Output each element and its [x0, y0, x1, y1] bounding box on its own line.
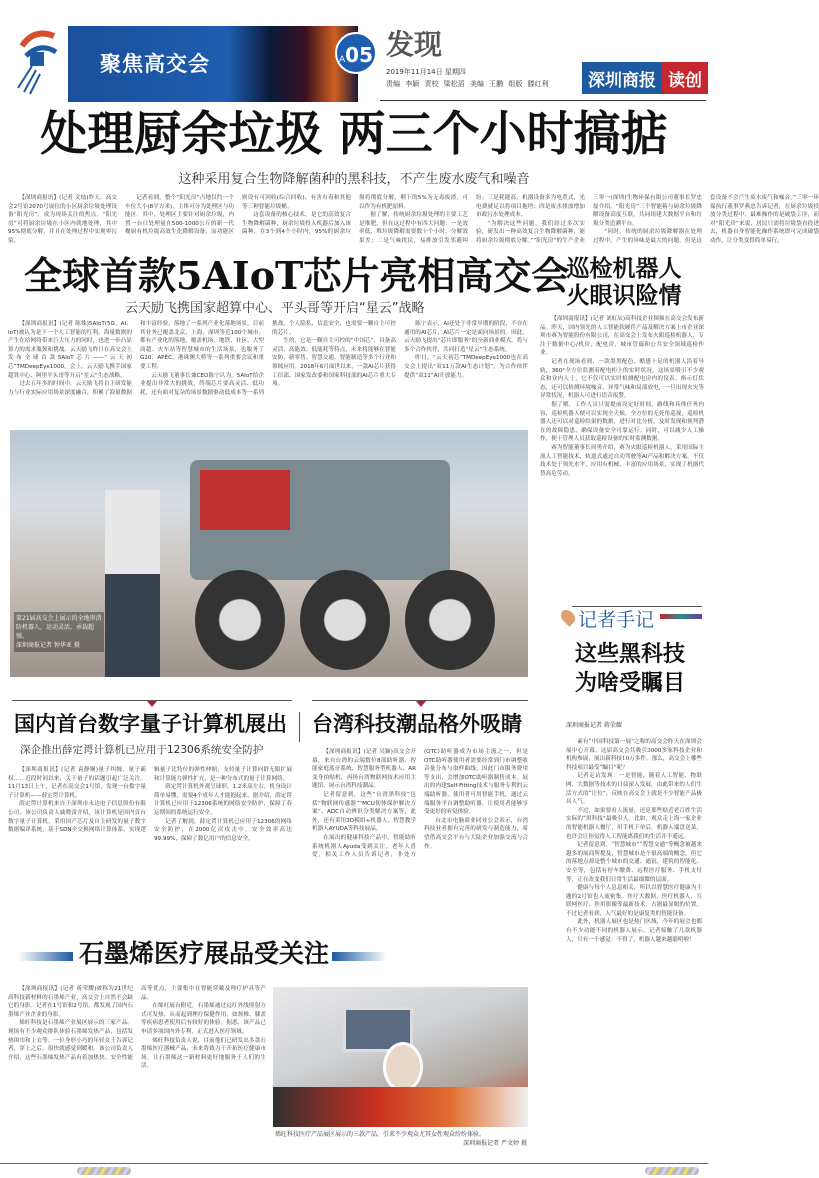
- page-number-badge: [335, 32, 377, 74]
- caption-text: 第21届高交会上展示的全地形消防机器人，运动灵活，承载超强。: [16, 615, 102, 640]
- page-number: 05: [345, 43, 373, 67]
- paragraph: 【深圳商报讯】(记者 袁静娴)量子纠缠、量子霸权……近段时间以来，关于量子的话题引起广泛关注。11月13日上午，记者在高交会1号馆，发现一台数字量子计算机——薛定谔计算机。: [8, 767, 146, 799]
- newspaper-brand: [582, 62, 708, 94]
- photo-caption: [14, 612, 104, 652]
- paragraph: 台北市电脑商业同业公会表示，台湾科技业者拥有完善的研发与制造能力，希望借高交会平台与大陆企业加强交流与合作。: [424, 817, 528, 850]
- section-title: 发现: [386, 28, 443, 61]
- banner-title: 聚焦高交会: [100, 52, 210, 76]
- headline-bar-left: [18, 952, 73, 961]
- paragraph: 这套设备的核心技术，是它的高效复合生物降解菌种，厨余垃圾投入机器后加入该菌种，在3个到4个小时内，95%的厨余垃圾将彻底分解，剩下的5%为无毒废渣，可以作为有机肥原料。: [242, 195, 468, 236]
- article3-body: [8, 766, 292, 922]
- paragraph: 赛为智能董事长周勇介绍，赛为火眼巡检机器人，采用国际主流人工智能技术，轨道式通过自动驾驶等AI产品和解决方案，不仅技术处于领先水平，应用有机械、丰富的应用场景，实现了机器代替高危劳动。: [540, 444, 704, 477]
- article1-body: [8, 194, 819, 246]
- paragraph: 记者留意到，这些“台湾黑科技”包括“物联网传感器”“MCU韧体保护解决方案”、ADC自动辨识分类解决方案等，此外，还有采用3D模组+机器人、智慧教学机器人AYUDA等科技展品。: [312, 791, 416, 833]
- footer-decoration: [77, 1167, 131, 1175]
- paragraph: 【深圳商报讯】(记者 吴颖)高交会开幕，来自台湾的云端数位8部助听器、智能家庭蓝牙系统、智慧服务型机器人、AR变身拍贴机，再扬台湾物联网技术应用主题馆，展示台湾科技潮品。: [312, 749, 416, 790]
- paragraph: 健康与每个人息息相关，所以以智慧医疗健康为主题的2号馆也人流密集。医疗大数据、医疗机器人、互联网医疗、医用影像等最新技术，占据最显眼的位置。不过记者看到，人气最好的是康复类的智能设备。: [566, 885, 702, 917]
- byline: 深圳商报记者 蒋荣耀: [566, 722, 622, 729]
- pin-icon: [558, 607, 578, 627]
- article1-headline: 处理厨余垃圾 两三个小时搞掂: [40, 107, 668, 162]
- wheel: [195, 570, 285, 670]
- paragraph: 记者留意到，“智慧城市”“智慧交通”等概念被越来越多的展商所提及，智慧城市是个很高端的概念，但它的落地点却是整个城市的交通、通讯、建筑的智能化、安全等，包括有停车缴费、远程医疗服务、手机支付等，正在改变我们日常生活最细微的层面。: [566, 842, 702, 883]
- photo-credit: 深圳商报记者 严文婷 摄: [463, 1140, 527, 1147]
- paragraph: 陈宁表示，AI还处于非常早期的阶段，不存在通用的AI芯片，AI芯片一定是面向场景的。因此，云天励飞提出“芯片即服务”的全新商业模式，将与多个合作伙伴，共同打造“星云”生态系统。: [404, 321, 528, 353]
- paragraph: 【深圳商报讯】(记者 刘虹辰)高科技企业频频在高交会发布新品。昨天，国内领先的人工智能软硬件产品及解决方案上市企业深圳市赛为智能股份有限公司，在高交会上发布火眼巡检机器人，专注于数据中心/机房、配电房、城市管廊和公共安全领域巡检作业。: [540, 316, 704, 357]
- paragraph: 记者在现场看到，一款墨黑配色、酷感十足的机器人沿着导轨，360°全方位监测着配电柜上的实时状况。这场景吸引不少观众和业内人士，它不仅可以实时检测配电房内的仪表、指示灯状态，还可以检测环境噪音、异常气味和局部放电，一旦出现火灾等异常状况，机器人可进行语音报警。: [540, 358, 704, 400]
- paragraph: 【深圳商报讯】(记者 蒋荣耀)被称为21世纪高科技新材料的石墨烯产业，高交会上自然不会缺它的身影。记者在1号馆和2号馆，都发现了国内石墨烯产业企业的身影。: [8, 986, 133, 1018]
- editor-credits: 责编 李颖 责校 梁松滔 美编 王鹏 组版 滕红利: [386, 80, 549, 88]
- paragraph: 【深圳商报讯】(记者 陈姝)5AIoT(5G、AI、IoT)被认为是下一个人工智能的红利，海量数据的产生在给网络带来巨大压力的同时，也进一步凸显算力的需求瓶颈和挑战。云天励飞昨日在高交会上发布全球首款5AIoT芯片——“云天初芯”TMDeepEye1000，会上，云天励飞携手国家超算中心、阿里平头哥等开启“星云”生态战略。: [8, 321, 132, 379]
- mannequin-face: [383, 1042, 423, 1092]
- paragraph: 过去五年多的时间中，云天励飞将自主研发能力与行业实际应用场景深度融合，积累了海量数据和丰富经验，落地了一系列产业化落地场景，目前其业务已覆盖北京、上海、深圳等近100个城市，都有产业化的落地，覆盖机场、地铁、社区、大型商超、火车站等智慧城市的生活场景，也服务了G20、APEC、港珠澳大桥等一系列重要会议和重要工程。: [8, 321, 264, 396]
- sidebar2-headline: [560, 640, 700, 698]
- brand-main: 深圳商报: [582, 62, 662, 94]
- photo-credit: 深圳商报记者 钟华亚 摄: [16, 642, 80, 649]
- headline-line: 这些黑科技: [574, 641, 685, 667]
- paragraph: 【深圳商报讯】(记者 文灿)昨天，高交会2号馆2070号展位的小区厨余垃圾处理设备“阳光房”，成为现场关注的焦点。“阳光房”可将厨余垃圾在小区内就地处理，其中95%彻底分解，并且在处理过程中实现零污染。: [8, 195, 117, 244]
- brand-tag: 读创: [662, 62, 708, 94]
- paragraph: 在烯旺展台附近，石墨烯通过远红外线照射方式可发热，从而起到理疗保健作用，如颈椎、膝盖等疾病患者使用后有较好的体验。据悉，该产品已申请多项国内外专利，正式进入医疗领域。: [141, 1003, 266, 1035]
- robot-panel: [200, 470, 290, 530]
- issue-date: 2019年11月14日 星期四: [386, 68, 466, 76]
- graphene-photo: [273, 987, 528, 1127]
- wheel: [405, 570, 495, 670]
- column-divider: [299, 712, 300, 742]
- paragraph: 记者走访发现：一是智能。随着人工智能、物联网、大数据等技术的日益深入发展，由此带来的人们生活方式的“让位”，反映在高交会上就是不少智能产品极具人气。: [566, 773, 702, 806]
- paragraph: 薛定谔计算机来自于深圳市永达电子信息股份有限公司。该公司负责人戚晓雷介绍，该计算机是国内首台数字量子计算机，采用国产芯片及自主研发的量子数字数据编译系统，基于SDN全交换网络计算体系，实现逻辑量子比特位的弹性伸缩，支持量子计算向群无限扩展和计算能力弹性扩充，是一种分布式的量子计算网络。: [8, 767, 292, 834]
- paragraph: 记者看到，整个“阳光房”占地仅约一个车位大小(8平方米)，主体可分为处理区与功能区。其中，处理区主要针对厨余垃圾，内置一台日处理量在500-1000公斤的新一代餐厨有机垃圾高效生化降解设备，而功能区则设有可回收(综合回收)、有害有毒和其他等三种智能垃圾桶。: [125, 195, 351, 236]
- article3-headline: 国内首台数字量子计算机展出: [14, 711, 287, 736]
- article2-headline: 全球首款5AIoT芯片亮相高交会: [24, 253, 570, 298]
- paragraph: “为解决这些问题，我们经过多次实验，研发出一种高效复合生物降解菌种，能将厨余垃圾彻底分解。”“阳光房”的生产企业三零一(深圳)生物环保有限公司董事长罗忠磊介绍，“阳光房”三个智能箱与厨余垃圾降解设备高度互联，共同组建大数据平台和垃圾分类追溯平台。: [476, 195, 702, 244]
- paragraph: “同时，传统的厨余垃圾降解器在处理过程中，产生的异味是最大的问题，但是这套设备不会产生废水废气和噪音。”三零一环保执行董事罗燕忠告诉记者，在厨余垃圾投放分类过程中，最难操作的是破袋工序，而对“阳光房”来说，居民只需将垃圾袋直投进去，机器自身智能化操作系统即可完成破袋动作，让分类变得简单易行。: [593, 195, 819, 244]
- paragraph: 记者了解到，薛定谔计算机已应用于12306的网络安全防护，在2000亿次攻击中，安全效率高达99.99%，保障了数亿用户的信息安全。: [154, 818, 292, 842]
- paragraph: 据了解，工作人员只需提前设定好时间、路线和具体任务内容，巡检机器人便可以实现全天候、全方位的无死角巡视，巡检机器人还可以对巡检结果的数据，进行对比分析，及时发现和预判潜在的故障隐患，确保设备安全可靠运行。同时，可以减少人工操作，便于管理人员获取巡检设备的实时监测数据。: [540, 401, 704, 443]
- paragraph: 此外，机器人展区也是热门区域，今年的展会也都有不少功能不同的机器人展示。记者接触了几款机器人，只有一个感觉：不得了，机器人越来越聪明啦！: [566, 919, 702, 943]
- visitor-figure: [105, 490, 160, 677]
- label-rule: [572, 606, 702, 607]
- article5-body: [8, 985, 266, 1145]
- paragraph: 生的，它是一颗自主可控的“中国芯”，具备高灵活、高能效、低能耗等特点，未来将能够在智能安防、新零售、智慧交通、智能制造等多个行业和领域应用。2018年6月面世以来，一款AI芯片获得工信部、国家发改委和国家科技部的AI芯片重大专项。: [272, 338, 396, 388]
- paragraph: 在展出的健康科技产品中，智能助听系统机器人Ayuda受到关注。老年人喜爱，相关工作人员告诉记者，非处方(OTC)助听器成为市场主流之一，但是OTC助听器使用者需要经常到门市调整收音量分布与取样曲线，因此门市服务费用等支出，会增加OTC助听器制售成本。展出的内建Self-Fitting技术与服务专利的云端助听器，使用者可用智能手机，通过云端服务平台调整助听器，让使用者能够享受更好的听觉体验。: [312, 749, 528, 859]
- headline-line: 巡检机器人: [566, 255, 682, 282]
- paragraph: 薛定谔计算机外观呈球形，1.2米高左右，机身设计简单易懂，需要4个成年人才能抱起来。据介绍，薛定谔计算机已应用于12306系统的网络安全防护，保障了春运期间的系统运行安全。: [154, 784, 292, 816]
- sidebar1-headline: [540, 255, 708, 309]
- paragraph: 不过，如果要看人流量，还是那些贴近老百姓生活实际的“黑科技”最吸引人。比如，观众走上海一家企业的智能机器人餐厅，用手机下单后，机器人端盘送菜，也许会让你觉得人工智能离我们的生活并不遥远。: [566, 807, 702, 840]
- marker-triangle: [147, 701, 157, 707]
- paragraph: 烯旺科技负责人说，目前他们已研发出多款石墨烯医疗器械产品，未来将致力于开拓医疗健康市场，让石墨烯这一新材料更好地服务于人们的生活。: [141, 1037, 266, 1070]
- footer-rule: [0, 1163, 708, 1164]
- article4-body: [312, 748, 528, 922]
- article3-subhead: 深企推出薛定谔计算机已应用于12306系统安全防护: [20, 744, 264, 756]
- sidebar1-body: [540, 315, 704, 600]
- label-stripe: [660, 614, 702, 619]
- article5-headline: 石墨烯医疗展品受关注: [78, 939, 329, 968]
- page-prefix: A: [338, 55, 346, 65]
- headline-line: 为啥受瞩目: [574, 670, 685, 696]
- headline-line: 火眼识险情: [566, 282, 682, 309]
- paragraph: 素有“中国科技第一展”之称的高交会昨天在深圳会展中心开幕。这届高交会共吸引3000多家科技企业和机构参展，展出新科技10万多件。那么，高交会上哪些科技项目最受“瞩目”呢？: [566, 739, 702, 771]
- article4-headline: 台湾科技潮品格外吸睛: [312, 711, 522, 736]
- expo-logo-icon: [14, 26, 60, 96]
- paragraph: 昨日，“云天初芯”TMDeepEye1000也在高交会上提出“双11万款AI生态计划”，为合作伙伴提供“双11”AI开放能力。: [404, 355, 528, 379]
- paragraph: 烯旺科技是石墨烯产业展区展示的三家产品。现场有不少观众排队体验石墨烯发热产品，包括发热围巾和上衣等。一位身形小巧的年轻女士告诉记者，穿上之后，很快就感觉到暖和。该公司负责人介绍，这些石墨烯发热产品有着加热快、安全性能高等优点，主要集中在智能穿戴及理疗护具等产品。: [8, 986, 266, 1061]
- caption-text: 烯旺科技医疗产品展区展示的三款产品，引来不少观众尤其女性观众纷纷体验。: [275, 1131, 486, 1138]
- wheel: [300, 570, 390, 670]
- paragraph: 据了解，传统厨余垃圾处理的主要工艺是堆肥，但在这过程中有四大问题：一是效率低，堆垃圾降解需要数十个小时，分解效果差；二是气味扰民，易排放引发邻避纠纷；三是耗能高，机器设备多为电煮式，光电费就足以将项目拖垮；四是废水排放增加市政污水处理成本。: [359, 195, 585, 244]
- paragraph: 云天励飞董事长兼CEO陈宁认为，5AIoT给企业提出非常大的挑战，终端芯片要高灵活、低功耗，还有面对复杂的场景数据驱动低成本等一系列挑战，个人隐私、信息安全，也需要一颗自主可控的芯片。: [140, 321, 396, 396]
- graphene-photo-caption: [275, 1130, 527, 1148]
- article1-subhead: 这种采用复合生物降解菌种的黑科技，不产生废水废气和噪音: [178, 172, 530, 187]
- sidebar2-body: [566, 738, 702, 1140]
- article2-subhead: 云天励飞携国家超算中心、平头哥等开启“星云”战略: [125, 301, 425, 316]
- header-rule: [380, 100, 706, 101]
- headline-bar-right: [332, 952, 387, 961]
- marker-triangle: [416, 701, 426, 707]
- reporter-notes-label: 记者手记: [578, 609, 655, 631]
- footer-decoration: [645, 1167, 699, 1175]
- display-table: [273, 1087, 528, 1127]
- section-banner: [68, 26, 358, 102]
- article2-body: [8, 320, 528, 426]
- robot-photo: [10, 430, 528, 677]
